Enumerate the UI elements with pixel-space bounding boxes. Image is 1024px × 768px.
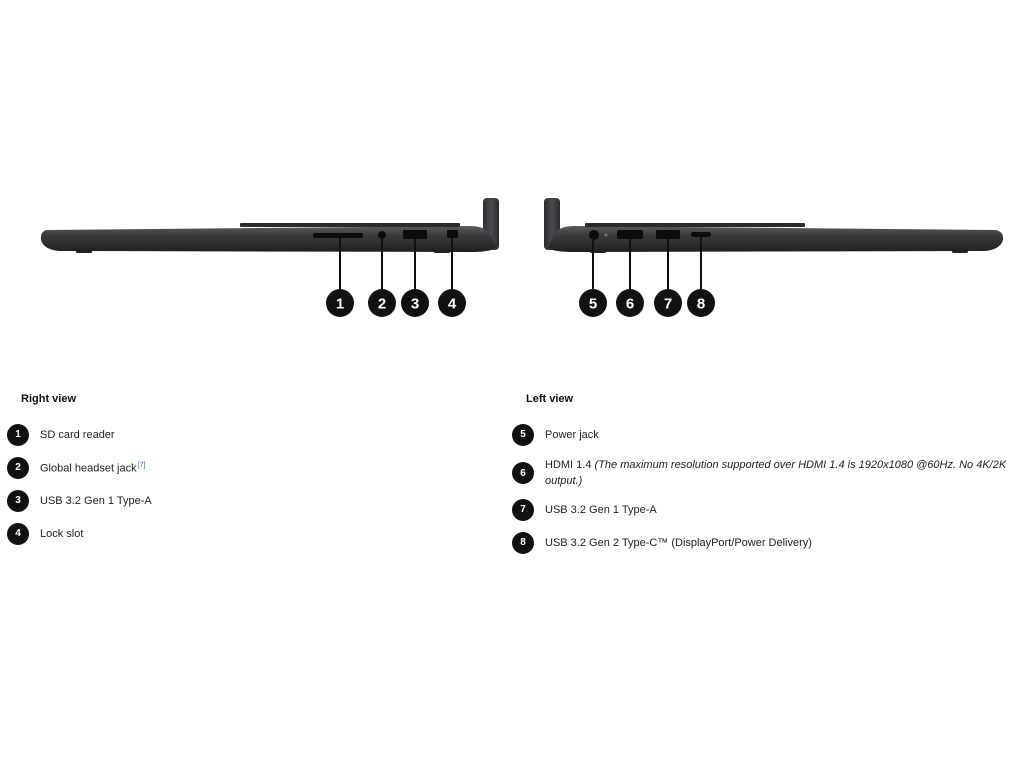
port-label-wrapper [40,458,145,477]
callout-number: 4 [447,295,457,313]
laptop-right-side-view [41,198,499,253]
port-list-item [520,530,1016,555]
right-view-heading: Right view [21,393,77,405]
laptop-left-side-view [544,198,1003,253]
footnote-link[interactable]: [7] [137,462,146,470]
usb-a-port-left [656,230,680,239]
port-label: Lock slot [40,527,84,540]
callout-number: 6 [625,295,635,313]
port-label: Global headset jack [40,462,137,475]
number-badge: 1 [7,424,29,446]
port-list-item [15,521,491,546]
port-label-wrapper [545,457,1016,489]
callout-number: 2 [377,295,387,313]
laptop-base-chassis [41,226,496,252]
port-label: HDMI 1.4 [545,459,592,471]
callout-number: 5 [588,295,598,313]
foot-right [434,250,450,253]
left-view-heading: Left view [526,393,574,405]
laptop-side-views-diagram [0,0,1024,340]
power-led [605,234,608,237]
port-note: (The maximum resolution supported over HDMI 1.4 is 1920x1080 @60Hz. No 4K/2K output.) [545,459,1007,487]
port-list-item [15,422,491,447]
port-list-item [15,488,491,513]
port-label: Power jack [545,428,599,441]
lock-slot-port [447,230,458,238]
number-badge: 7 [512,499,534,521]
right-view-section [15,392,491,554]
callout-number: 3 [410,295,420,313]
callout-number: 1 [335,295,345,313]
foot-left [76,250,92,253]
foot-right [952,250,968,253]
left-view-section [520,392,1016,563]
callout-number: 7 [663,295,673,313]
number-badge: 6 [512,462,534,484]
power-jack-port [589,230,599,240]
usb-a-port-right [403,230,427,239]
callout-number: 8 [696,295,706,313]
port-list-item [520,497,1016,522]
headset-jack-port [378,231,386,239]
port-list-item [520,422,1016,447]
port-list-item [520,455,1016,491]
usb-c-port [691,232,711,237]
port-label: SD card reader [40,428,115,441]
number-badge: 2 [7,457,29,479]
number-badge: 8 [512,532,534,554]
port-list-item [15,455,491,480]
number-badge: 3 [7,490,29,512]
number-badge: 4 [7,523,29,545]
laptop-base-chassis [548,226,1003,252]
sd-card-reader-port [313,233,363,238]
left-view-port-list [520,422,1016,555]
port-label: USB 3.2 Gen 1 Type-A [545,503,657,516]
port-label: USB 3.2 Gen 2 Type-C™ (DisplayPort/Power Delivery) [545,536,812,549]
keyboard-keys-ridge [585,223,805,227]
hdmi-port [617,230,643,239]
keyboard-keys-ridge [240,223,460,227]
right-view-port-list [15,422,491,546]
port-label: USB 3.2 Gen 1 Type-A [40,494,152,507]
number-badge: 5 [512,424,534,446]
